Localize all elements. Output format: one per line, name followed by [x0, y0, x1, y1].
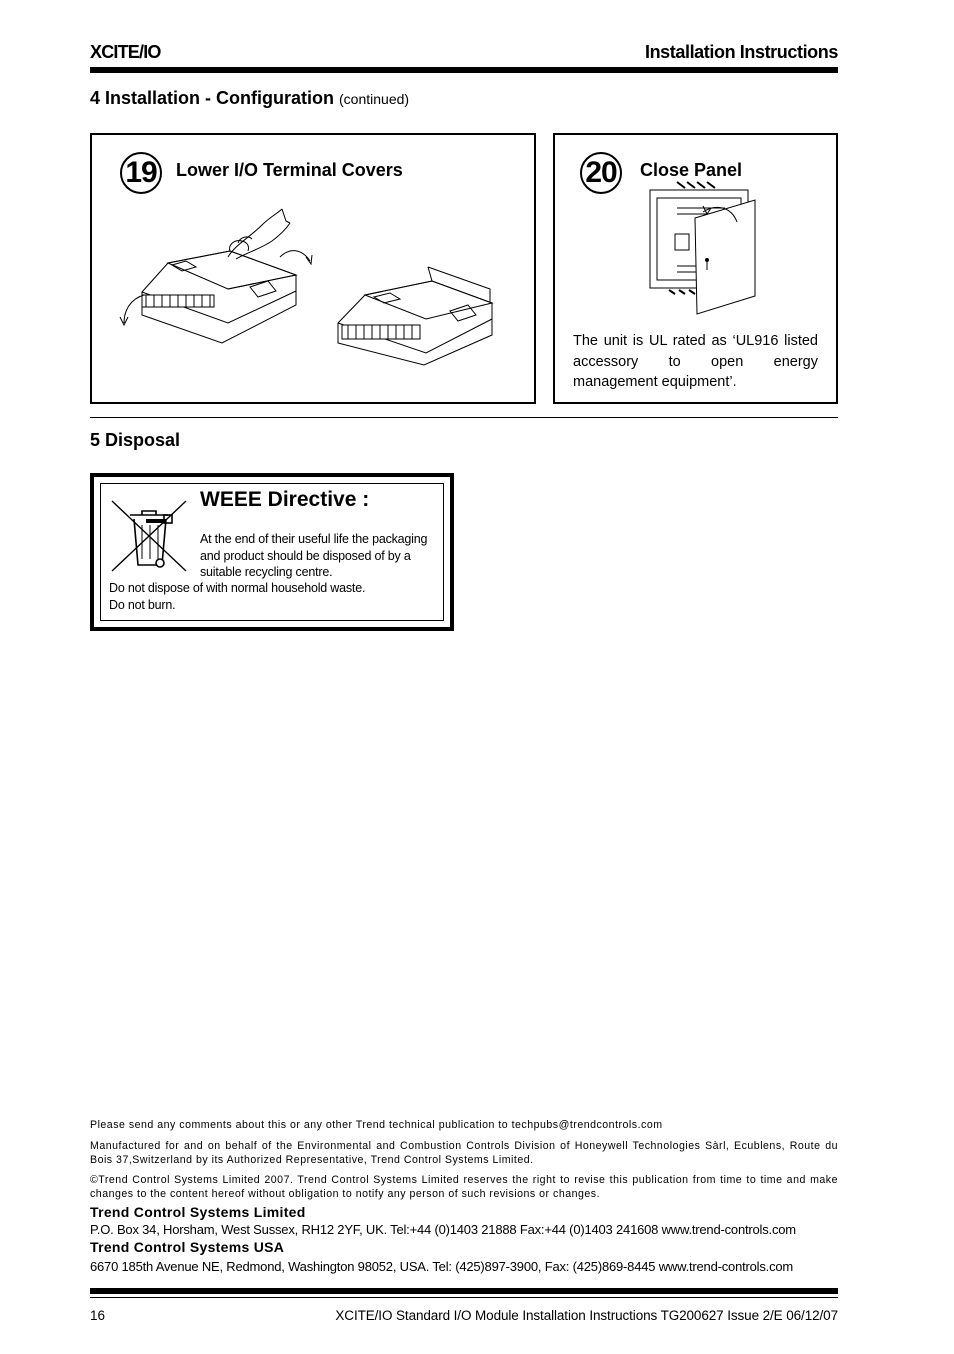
section-4-title: 4 Installation - Configuration — [90, 88, 334, 108]
step-19-number: 19 — [120, 152, 162, 194]
page-number: 16 — [90, 1308, 106, 1323]
weee-instruction-burn: Do not burn. — [109, 597, 176, 612]
section-4-heading — [90, 88, 409, 109]
step-20-number: 20 — [580, 152, 622, 194]
footer-manufactured: Manufactured for and on behalf of the Environmental and Combustion Controls Division of Honeywell Technologies Sàrl, Ecublens, Route du Bois 37,Switzerland by its Authorized Representative, Trend Control Systems Limited. — [90, 1140, 838, 1166]
section-5-heading: 5 Disposal — [90, 430, 181, 450]
terminal-covers-illustration — [110, 195, 520, 370]
footer-company-usa: Trend Control Systems USA — [90, 1239, 285, 1255]
footer-copyright: ©Trend Control Systems Limited 2007. Trend Control Systems Limited reserves the right to revise this publication from time to time and make changes to the content hereof without obligation to notify any person of such revisions or changes. — [90, 1174, 838, 1200]
footer-company-uk: Trend Control Systems Limited — [90, 1204, 306, 1220]
weee-instructions — [109, 580, 365, 613]
step-20-title: Close Panel — [640, 160, 743, 180]
section-divider — [90, 417, 838, 418]
step-19-title: Lower I/O Terminal Covers — [176, 160, 403, 180]
header-rule — [90, 67, 838, 73]
header-product: XCITE/IO — [90, 42, 161, 62]
weee-title: WEEE Directive : — [200, 488, 370, 511]
weee-body: At the end of their useful life the packaging and product should be disposed of by a suitable recycling centre. — [200, 532, 428, 579]
header-doc-title: Installation Instructions — [644, 42, 838, 62]
footer-comments: Please send any comments about this or any other Trend technical publication to techpubs@trendcontrols.com — [90, 1119, 663, 1131]
doc-reference: XCITE/IO Standard I/O Module Installation Instructions TG200627 Issue 2/E 06/12/07 — [335, 1308, 838, 1323]
weee-instruction-household: Do not dispose of with normal household waste. — [109, 581, 366, 595]
footer-address-usa: 6670 185th Avenue NE, Redmond, Washington 98052, USA. Tel: (425)897-3900, Fax: (425)869-8445 www.trend-controls.com — [90, 1259, 794, 1274]
ul-rating-note: The unit is UL rated as ‘UL916 listed accessory to open energy management equipment’. — [573, 333, 818, 390]
close-panel-illustration — [645, 178, 760, 328]
footer-rule-thin — [90, 1297, 838, 1298]
footer-rule — [90, 1288, 838, 1294]
section-4-continued: (continued) — [339, 91, 410, 107]
footer-address-uk: P.O. Box 34, Horsham, West Sussex, RH12 2YF, UK. Tel:+44 (0)1403 21888 Fax:+44 (0)1403 241608 www.trend-controls.com — [90, 1222, 796, 1237]
crossed-bin-icon — [108, 497, 190, 575]
